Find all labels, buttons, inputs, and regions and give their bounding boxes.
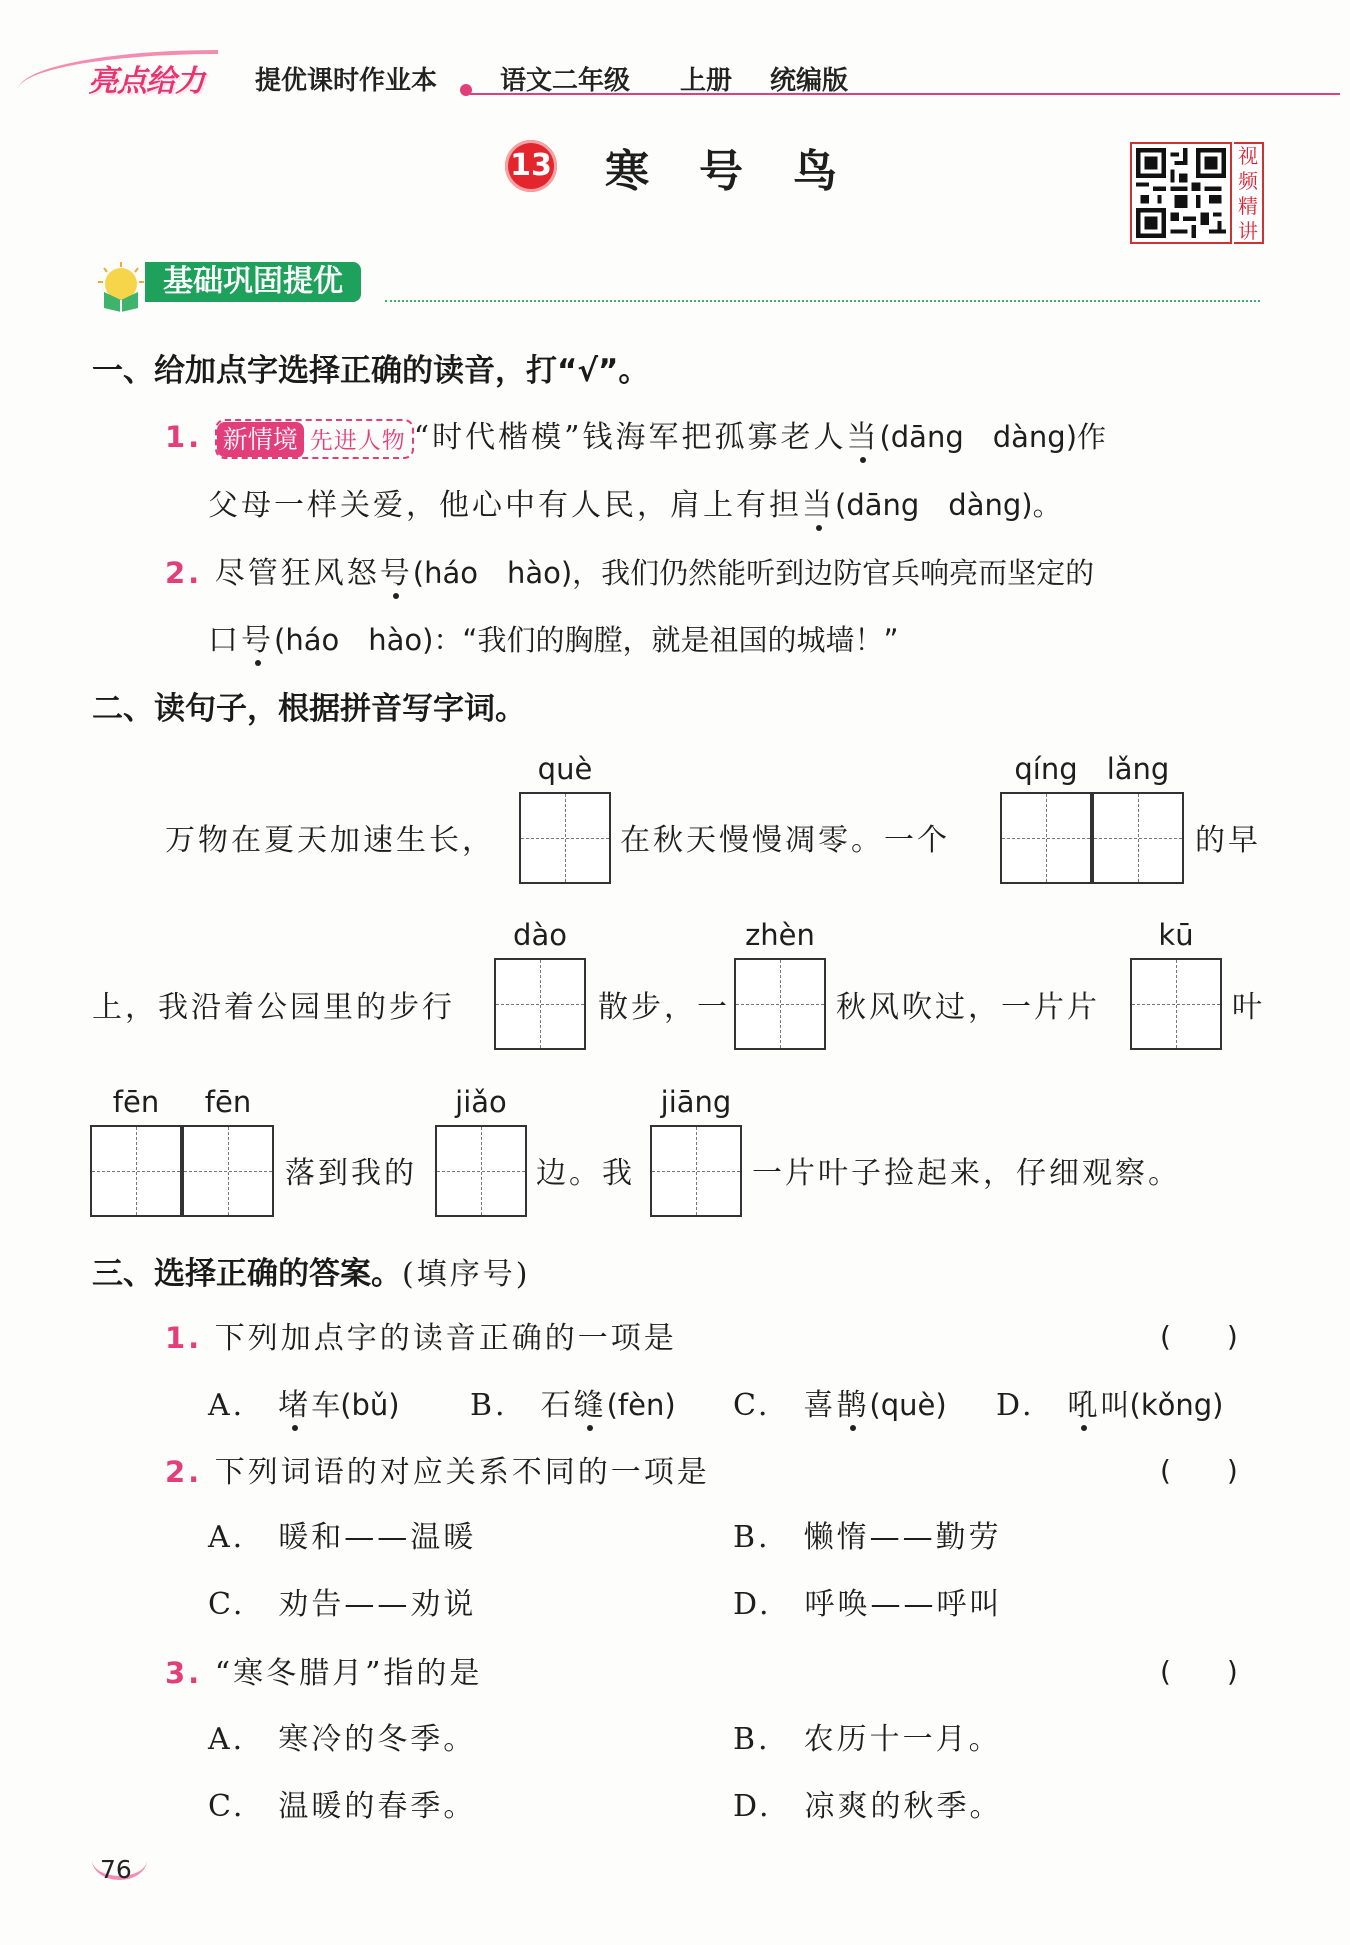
question-number: 2.: [165, 1455, 203, 1489]
section-banner: 基础巩固提优: [145, 262, 361, 302]
option-b[interactable]: B. 懒惰——勤劳: [733, 1520, 1002, 1555]
section1-q2-line2: [208, 615, 898, 659]
pinyin-lang: lǎng: [1106, 752, 1170, 786]
pinyin-ku: kū: [1158, 918, 1194, 952]
context-tag: [215, 419, 414, 459]
qr-code-icon[interactable]: [1130, 142, 1232, 244]
writing-box[interactable]: [650, 1125, 742, 1217]
question-number: 1.: [165, 1321, 203, 1355]
section3-title: 三、选择正确的答案。: [92, 1256, 402, 1292]
q1-text: “时代楷模”钱海军把孤寡老人: [413, 420, 847, 455]
brand-logo: 亮点给力: [88, 64, 204, 99]
row1-text-1: 万物在夏天加速生长，: [165, 823, 495, 858]
pinyin-choice[interactable]: (háo hào)，我们仍然能听到边防官兵响亮而坚定的: [412, 556, 1095, 590]
section3-title-row: [92, 1248, 530, 1293]
option-c[interactable]: C. 喜鹊(què): [733, 1388, 947, 1423]
section3-q2-stem: [165, 1447, 710, 1491]
dotted-char: 当: [802, 488, 835, 523]
dotted-char: 当: [846, 420, 880, 455]
pinyin-dao: dào: [513, 918, 567, 952]
option-a[interactable]: A. 堵车(bǔ): [208, 1388, 400, 1423]
question-number: 3.: [165, 1656, 203, 1690]
pinyin-que: què: [537, 752, 593, 786]
book-name: 提优课时作业本: [255, 66, 438, 96]
row2-text-4: 叶: [1232, 990, 1265, 1025]
page-number: 76: [100, 1855, 132, 1884]
writing-box[interactable]: [734, 958, 826, 1050]
pinyin-choice[interactable]: (dāng dàng)作: [879, 420, 1107, 454]
row2-text-1: 上，我沿着公园里的步行: [92, 990, 455, 1025]
option-d[interactable]: D. 凉爽的秋季。: [733, 1789, 1003, 1824]
option-a[interactable]: A. 暖和——温暖: [208, 1520, 477, 1555]
row2-text-3: 秋风吹过，一片片: [836, 990, 1100, 1025]
writing-box[interactable]: [519, 792, 611, 884]
writing-box[interactable]: [182, 1125, 274, 1217]
banner-dotted-rule: [385, 300, 1260, 302]
book-sun-icon: [96, 262, 146, 312]
lesson-title: 寒号鸟: [605, 146, 887, 197]
row3-text-1: 落到我的: [285, 1156, 417, 1191]
pinyin-choice[interactable]: (háo hào)：“我们的胸膛，就是祖国的城墙！”: [274, 623, 899, 657]
dotted-char: 号: [241, 623, 274, 658]
row2-text-2: 散步，一: [598, 990, 730, 1025]
option-c[interactable]: C. 温暖的春季。: [208, 1789, 477, 1824]
option-c[interactable]: C. 劝告——劝说: [208, 1587, 477, 1622]
q1-text: 父母一样关爱，他心中有人民，肩上有担: [208, 488, 802, 523]
answer-paren[interactable]: ( ): [1160, 1454, 1238, 1487]
pinyin-fen: fēn: [112, 1085, 160, 1119]
writing-box[interactable]: [435, 1125, 527, 1217]
writing-box[interactable]: [1130, 958, 1222, 1050]
question-stem: 下列词语的对应关系不同的一项是: [214, 1455, 710, 1490]
row3-text-2: 边。我: [536, 1156, 635, 1191]
section2-title: 二、读句子，根据拼音写字词。: [92, 691, 526, 727]
answer-paren[interactable]: ( ): [1160, 1320, 1238, 1353]
q2-text: 口: [208, 623, 241, 658]
pinyin-fen: fēn: [204, 1085, 252, 1119]
pinyin-zhen: zhèn: [745, 918, 815, 952]
section1-q2-line1: [165, 548, 1094, 592]
q2-text: 尽管狂风怒: [214, 556, 380, 591]
option-b[interactable]: B. 农历十一月。: [733, 1722, 1002, 1757]
answer-paren[interactable]: ( ): [1160, 1655, 1238, 1688]
dotted-char: 号: [379, 556, 413, 591]
question-number: 1.: [165, 420, 203, 454]
option-d[interactable]: D. 吼叫(kǒng): [996, 1388, 1224, 1423]
section3-q3-stem: [165, 1648, 482, 1692]
section3-q1-stem: [165, 1313, 677, 1357]
row1-text-3: 的早: [1195, 823, 1261, 858]
pinyin-jiang: jiāng: [660, 1085, 732, 1119]
pinyin-choice[interactable]: (dāng dàng)。: [835, 488, 1062, 522]
pinyin-jiao: jiǎo: [455, 1085, 507, 1119]
pinyin-qing: qíng: [1014, 752, 1078, 786]
tag-new-context: 新情境: [217, 422, 304, 458]
section1-title: 一、给加点字选择正确的读音，打“√”。: [92, 353, 650, 389]
writing-box[interactable]: [494, 958, 586, 1050]
section3-note: (填序号): [402, 1257, 531, 1292]
question-stem: 下列加点字的读音正确的一项是: [214, 1321, 677, 1356]
question-number: 2.: [165, 556, 203, 590]
section1-q1-line1: [165, 412, 1106, 459]
writing-box[interactable]: [1000, 792, 1092, 884]
section1-q1-line2: [208, 480, 1062, 524]
option-a[interactable]: A. 寒冷的冬季。: [208, 1722, 477, 1757]
row3-text-3: 一片叶子捡起来，仔细观察。: [752, 1156, 1181, 1191]
edition-label: 统编版: [770, 66, 849, 96]
lesson-number-badge: 13: [505, 140, 557, 192]
option-d[interactable]: D. 呼唤——呼叫: [733, 1587, 1003, 1622]
writing-box[interactable]: [1092, 792, 1184, 884]
tag-role-model: 先进人物: [309, 428, 406, 454]
writing-box[interactable]: [90, 1125, 182, 1217]
question-stem: “寒冬腊月”指的是: [214, 1656, 483, 1691]
subject-label: 语文二年级: [500, 66, 631, 96]
option-b[interactable]: B. 石缝(fèn): [470, 1388, 676, 1423]
qr-video-label: 视频精讲: [1234, 142, 1264, 244]
volume-label: 上册: [680, 66, 733, 96]
row1-text-2: 在秋天慢慢凋零。一个: [620, 823, 950, 858]
